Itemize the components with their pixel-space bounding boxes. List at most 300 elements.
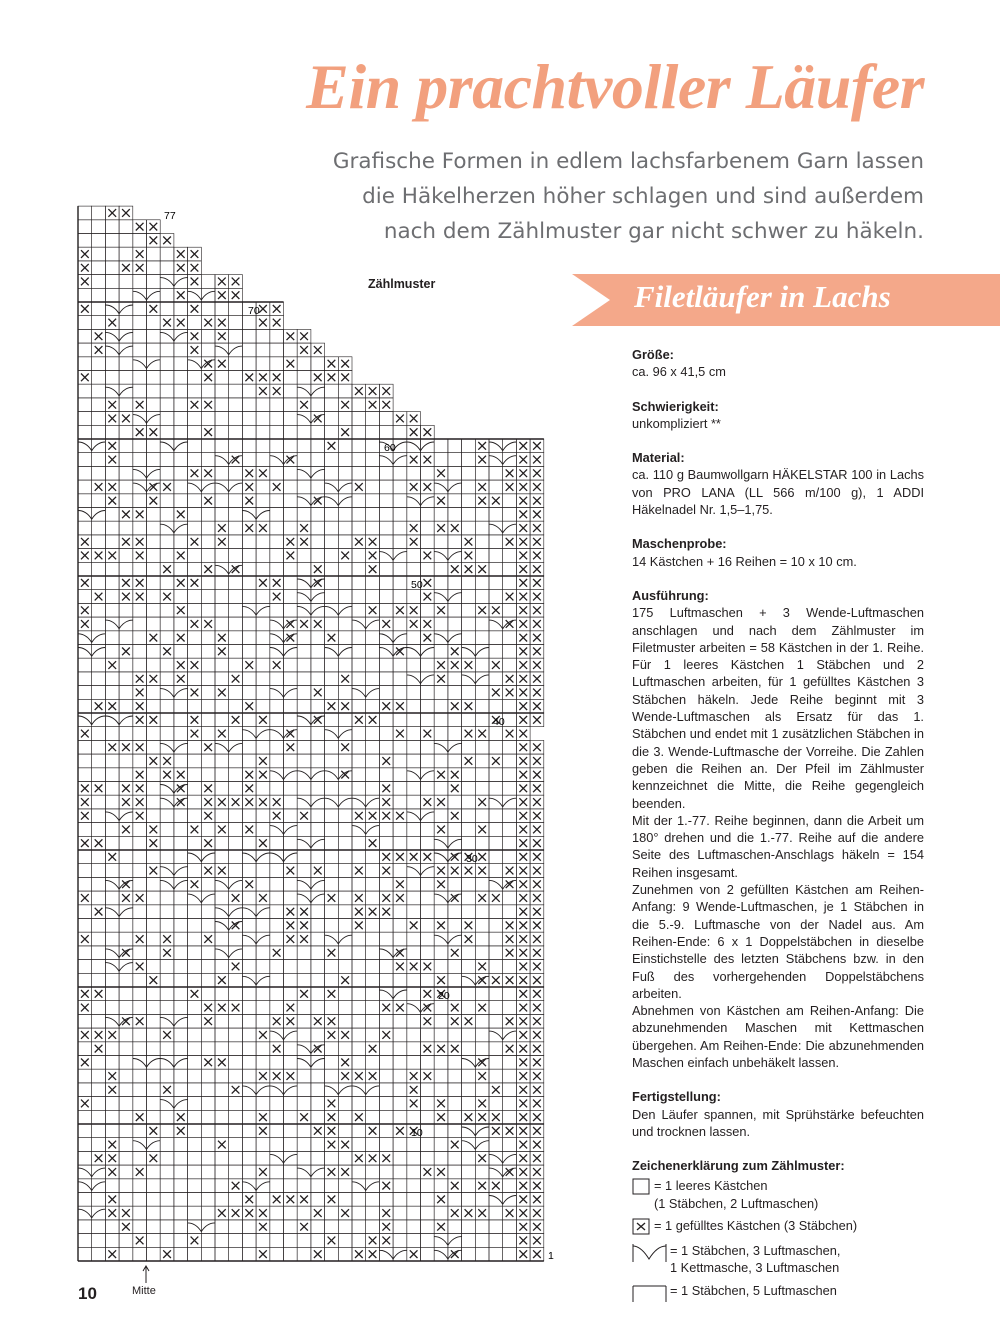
filled-cell-mark [273, 579, 281, 587]
filled-cell-mark [81, 264, 89, 272]
filled-cell-mark [519, 853, 527, 861]
chart-cell [174, 1247, 188, 1261]
filled-cell-mark [382, 798, 390, 806]
chart-cell [78, 508, 92, 522]
chart-cell [325, 658, 339, 672]
chart-cell [352, 603, 366, 617]
chart-cell [311, 466, 325, 480]
legend-item [632, 1282, 924, 1304]
chart-cell [119, 425, 133, 439]
chart-cell [325, 521, 339, 535]
filled-cell-mark [218, 976, 226, 984]
legend-item [632, 1242, 924, 1277]
chart-cell [489, 439, 503, 453]
chart-cell [188, 384, 202, 398]
chart-cell [284, 1220, 298, 1234]
chart-cell [421, 1110, 435, 1124]
chart-cell [393, 617, 407, 631]
chart-cell [448, 631, 462, 645]
row-marker: 30 [466, 853, 478, 865]
chart-cell [393, 713, 407, 727]
chart-cell [366, 973, 380, 987]
filled-cell-mark [122, 826, 130, 834]
filled-cell-mark [218, 826, 226, 834]
chart-cell [147, 782, 161, 796]
chart-cell [311, 1056, 325, 1070]
filled-cell-mark [519, 1100, 527, 1108]
filled-cell-mark [328, 360, 336, 368]
chart-cell [325, 782, 339, 796]
filled-cell-mark [341, 1059, 349, 1067]
chart-cell [366, 1001, 380, 1015]
chart-cell [174, 384, 188, 398]
chart-cell [421, 1193, 435, 1207]
chart-cell [92, 562, 106, 576]
section-text: Den Läufer spannen, mit Sprühstärke befeuchten und trocknen lassen. [632, 1106, 924, 1139]
chart-cell [188, 1206, 202, 1220]
filled-cell-mark [533, 963, 541, 971]
filled-cell-mark [259, 1113, 267, 1121]
chart-cell [379, 1042, 393, 1056]
chart-cell [379, 412, 393, 426]
chart-cell [160, 425, 174, 439]
chart-cell [379, 521, 393, 535]
chart-cell [201, 686, 215, 700]
chart-cell [297, 727, 311, 741]
filled-cell-mark [245, 826, 253, 834]
filled-cell-mark [95, 990, 103, 998]
chart-cell [201, 549, 215, 563]
filled-cell-mark [424, 990, 432, 998]
filled-cell-mark [259, 579, 267, 587]
chart-cell [325, 823, 339, 837]
chart-cell [229, 823, 243, 837]
chart-cell [188, 809, 202, 823]
chart-cell [78, 384, 92, 398]
chart-cell [188, 850, 202, 864]
chart-cell [256, 412, 270, 426]
filled-cell-mark [95, 839, 103, 847]
chart-cell [242, 1179, 256, 1193]
chart-cell [421, 699, 435, 713]
chart-cell [489, 1028, 503, 1042]
chart-cell [105, 1097, 119, 1111]
chart-cell [325, 1206, 339, 1220]
chart-cell [393, 1042, 407, 1056]
chart-cell [201, 960, 215, 974]
chart-cell [297, 754, 311, 768]
filled-cell-mark [519, 963, 527, 971]
chart-cell [270, 508, 284, 522]
chart-cell [352, 549, 366, 563]
filled-cell-mark [533, 1086, 541, 1094]
filled-cell-mark [533, 1127, 541, 1135]
chart-cell [119, 398, 133, 412]
chart-cell [270, 987, 284, 1001]
chart-cell [242, 508, 256, 522]
filled-cell-mark [108, 209, 116, 217]
chart-cell [188, 1001, 202, 1015]
filled-cell-mark [300, 1113, 308, 1121]
filled-cell-mark [533, 1154, 541, 1162]
chart-cell [105, 1001, 119, 1015]
chart-cell [448, 1069, 462, 1083]
filled-cell-mark [259, 894, 267, 902]
chart-cell [434, 1151, 448, 1165]
chart-cell [489, 919, 503, 933]
chart-cell [462, 480, 476, 494]
chart-cell [201, 727, 215, 741]
filled-cell-mark [424, 1072, 432, 1080]
chart-cell [393, 1165, 407, 1179]
filled-cell-mark [287, 922, 295, 930]
chart-cell [407, 946, 421, 960]
filled-cell-mark [108, 853, 116, 861]
chart-cell [92, 398, 106, 412]
filled-cell-mark [204, 319, 212, 327]
filled-cell-mark [287, 935, 295, 943]
filled-cell-mark [519, 1059, 527, 1067]
chart-cell [105, 686, 119, 700]
chart-cell [366, 727, 380, 741]
chart-cell [407, 672, 421, 686]
filled-cell-mark [259, 771, 267, 779]
filled-cell-mark [478, 1209, 486, 1217]
chart-cell [160, 809, 174, 823]
chart-cell [352, 1124, 366, 1138]
filled-cell-mark [506, 538, 514, 546]
chart-cell [119, 1001, 133, 1015]
chart-cell [421, 782, 435, 796]
chart-cell [489, 645, 503, 659]
filled-cell-mark [163, 648, 171, 656]
chart-cell [448, 932, 462, 946]
chart-cell [503, 1220, 517, 1234]
chart-cell [119, 1056, 133, 1070]
chart-cell [201, 905, 215, 919]
filled-cell-mark [478, 1004, 486, 1012]
filled-cell-mark [163, 483, 171, 491]
chart-cell [78, 1234, 92, 1248]
chart-cell [174, 1165, 188, 1179]
filled-cell-mark [259, 1127, 267, 1135]
chart-cell [174, 1206, 188, 1220]
chart-cell [489, 508, 503, 522]
chart-cell [475, 877, 489, 891]
chart-cell [338, 494, 352, 508]
chart-cell [92, 1001, 106, 1015]
filled-cell-mark [424, 579, 432, 587]
chart-cell [188, 699, 202, 713]
filled-cell-mark [245, 880, 253, 888]
chart-cell [503, 1247, 517, 1261]
chart-cell [256, 973, 270, 987]
chart-cell [229, 877, 243, 891]
chart-cell [462, 946, 476, 960]
chart-cell [215, 494, 229, 508]
chart-cell [284, 686, 298, 700]
chart-cell [407, 439, 421, 453]
filled-cell-mark [424, 552, 432, 560]
chart-cell [338, 1151, 352, 1165]
chart-cell [421, 891, 435, 905]
filled-cell-mark [533, 511, 541, 519]
chart-cell [503, 1083, 517, 1097]
chart-cell [256, 960, 270, 974]
chart-cell [421, 535, 435, 549]
chart-cell [338, 864, 352, 878]
chart-cell [256, 699, 270, 713]
filled-cell-mark [81, 812, 89, 820]
chart-cell [270, 1138, 284, 1152]
chart-cell [448, 439, 462, 453]
chart-cell [256, 645, 270, 659]
chart-cell [297, 1206, 311, 1220]
filled-cell-mark [191, 990, 199, 998]
chart-cell [92, 891, 106, 905]
chart-cell [270, 466, 284, 480]
chart-cell [297, 1056, 311, 1070]
chart-cell [160, 343, 174, 357]
filled-cell-mark [204, 469, 212, 477]
filled-cell-mark [328, 702, 336, 710]
chart-cell [338, 795, 352, 809]
filled-cell-mark [150, 497, 158, 505]
chart-cell [78, 1247, 92, 1261]
chart-cell [407, 809, 421, 823]
chart-cell [475, 1124, 489, 1138]
chart-cell [174, 1028, 188, 1042]
filled-cell-mark [273, 1017, 281, 1025]
chart-cell [256, 932, 270, 946]
filled-cell-mark [273, 812, 281, 820]
chart-cell [352, 1234, 366, 1248]
chart-cell [105, 782, 119, 796]
filled-cell-mark [259, 839, 267, 847]
chart-cell [229, 1151, 243, 1165]
chart-cell [201, 946, 215, 960]
filled-cell-mark [533, 949, 541, 957]
chart-cell [215, 658, 229, 672]
chart-cell [393, 823, 407, 837]
chart-cell [105, 754, 119, 768]
chart-cell [297, 740, 311, 754]
filled-cell-mark [410, 963, 418, 971]
chart-cell [229, 1247, 243, 1261]
filled-cell-mark [287, 867, 295, 875]
chart-cell [242, 973, 256, 987]
chart-cell [366, 439, 380, 453]
filled-cell-mark [81, 250, 89, 258]
filled-cell-mark [204, 401, 212, 409]
chart-cell [133, 987, 147, 1001]
chart-cell [78, 754, 92, 768]
chart-cell [119, 384, 133, 398]
chart-cell [78, 658, 92, 672]
chart-cell [105, 234, 119, 248]
filled-cell-mark [150, 675, 158, 683]
chart-cell [284, 1124, 298, 1138]
chart-cell [160, 864, 174, 878]
chart-cell [201, 1193, 215, 1207]
filled-cell-mark [259, 387, 267, 395]
filled-cell-mark [204, 620, 212, 628]
filled-cell-mark [191, 730, 199, 738]
filled-cell-mark [410, 415, 418, 423]
chart-cell [256, 905, 270, 919]
filled-cell-mark [218, 1209, 226, 1217]
filled-cell-mark [465, 552, 473, 560]
filled-cell-mark [533, 1059, 541, 1067]
filled-cell-mark [519, 1154, 527, 1162]
chart-cell [256, 1083, 270, 1097]
chart-cell [366, 795, 380, 809]
chart-cell [325, 549, 339, 563]
chart-cell [311, 727, 325, 741]
center-arrow-icon [140, 1264, 152, 1284]
filled-cell-mark [437, 922, 445, 930]
filled-cell-mark [204, 839, 212, 847]
chart-cell [174, 357, 188, 371]
chart-cell [325, 809, 339, 823]
chart-cell [188, 1165, 202, 1179]
filled-cell-mark [314, 1209, 322, 1217]
filled-cell-mark [191, 332, 199, 340]
chart-cell [133, 466, 147, 480]
chart-cell [434, 932, 448, 946]
chart-cell [147, 1014, 161, 1028]
chart-cell [160, 617, 174, 631]
chart-cell [407, 1165, 421, 1179]
chart-cell [297, 384, 311, 398]
chart-cell [270, 864, 284, 878]
filled-cell-mark [328, 1141, 336, 1149]
chart-cell [242, 932, 256, 946]
filled-cell-mark [191, 826, 199, 834]
chart-cell [119, 439, 133, 453]
filled-cell-mark [492, 757, 500, 765]
chart-cell [407, 494, 421, 508]
filled-cell-mark [300, 346, 308, 354]
chart-cell [434, 631, 448, 645]
chart-cell [297, 960, 311, 974]
filled-cell-mark [451, 1004, 459, 1012]
chart-cell [215, 1014, 229, 1028]
filled-cell-mark [177, 552, 185, 560]
chart-cell [92, 535, 106, 549]
chart-cell [160, 823, 174, 837]
chart-cell [448, 535, 462, 549]
chart-cell [407, 727, 421, 741]
filled-cell-mark [424, 634, 432, 642]
chart-cell [284, 1179, 298, 1193]
chart-cell [297, 1151, 311, 1165]
chart-cell [188, 1083, 202, 1097]
chart-cell [256, 727, 270, 741]
chart-cell [297, 864, 311, 878]
chart-cell [366, 1110, 380, 1124]
chart-cell [434, 727, 448, 741]
chart-cell [242, 836, 256, 850]
chart-cell [78, 1124, 92, 1138]
chart-cell [78, 1193, 92, 1207]
chart-cell [352, 1028, 366, 1042]
chart-cell [78, 357, 92, 371]
filled-cell-mark [136, 963, 144, 971]
chart-cell [119, 329, 133, 343]
chart-cell [270, 535, 284, 549]
chart-cell [215, 617, 229, 631]
filled-cell-mark [465, 730, 473, 738]
chart-cell [434, 1247, 448, 1261]
chart-cell [503, 521, 517, 535]
chart-cell [311, 1165, 325, 1179]
chart-cell [311, 768, 325, 782]
chart-cell [338, 412, 352, 426]
chart-cell [338, 384, 352, 398]
chart-cell [78, 288, 92, 302]
filled-cell-mark [314, 346, 322, 354]
chart-cell [105, 220, 119, 234]
legend-text: = 1 Stäbchen, 5 Luftmaschen [670, 1282, 837, 1298]
filled-cell-mark [218, 538, 226, 546]
chart-cell [256, 850, 270, 864]
chart-cell [407, 768, 421, 782]
filled-cell-mark [396, 1127, 404, 1135]
chart-cell [421, 1179, 435, 1193]
filled-cell-mark [328, 894, 336, 902]
filled-cell-mark [273, 949, 281, 957]
chart-cell [448, 1193, 462, 1207]
chart-cell [147, 658, 161, 672]
chart-cell [160, 1124, 174, 1138]
filled-cell-mark [382, 867, 390, 875]
chart-cell [503, 1179, 517, 1193]
chart-cell [78, 234, 92, 248]
filled-cell-mark [136, 716, 144, 724]
filled-cell-mark [533, 483, 541, 491]
chart-cell [201, 850, 215, 864]
chart-cell [489, 809, 503, 823]
chart-cell [475, 466, 489, 480]
chart-cell [325, 617, 339, 631]
filled-cell-mark [314, 1017, 322, 1025]
chart-cell [229, 1056, 243, 1070]
chart-cell [242, 1110, 256, 1124]
filled-cell-mark [506, 976, 514, 984]
filled-cell-mark [382, 757, 390, 765]
chart-cell [352, 987, 366, 1001]
chart-cell [270, 850, 284, 864]
filled-cell-mark [191, 305, 199, 313]
legend [632, 1157, 924, 1303]
chart-cell [393, 658, 407, 672]
chart-cell [475, 508, 489, 522]
chart-cell [366, 1220, 380, 1234]
filled-cell-mark [506, 935, 514, 943]
chart-cell [475, 1083, 489, 1097]
chart-cell [119, 809, 133, 823]
chart-cell [242, 329, 256, 343]
filled-cell-mark [328, 990, 336, 998]
chart-cell [325, 480, 339, 494]
filled-cell-mark [108, 1196, 116, 1204]
chart-cell [407, 877, 421, 891]
chart-cell [448, 466, 462, 480]
filled-cell-mark [81, 278, 89, 286]
chart-cell [229, 1165, 243, 1179]
chart-cell [462, 905, 476, 919]
